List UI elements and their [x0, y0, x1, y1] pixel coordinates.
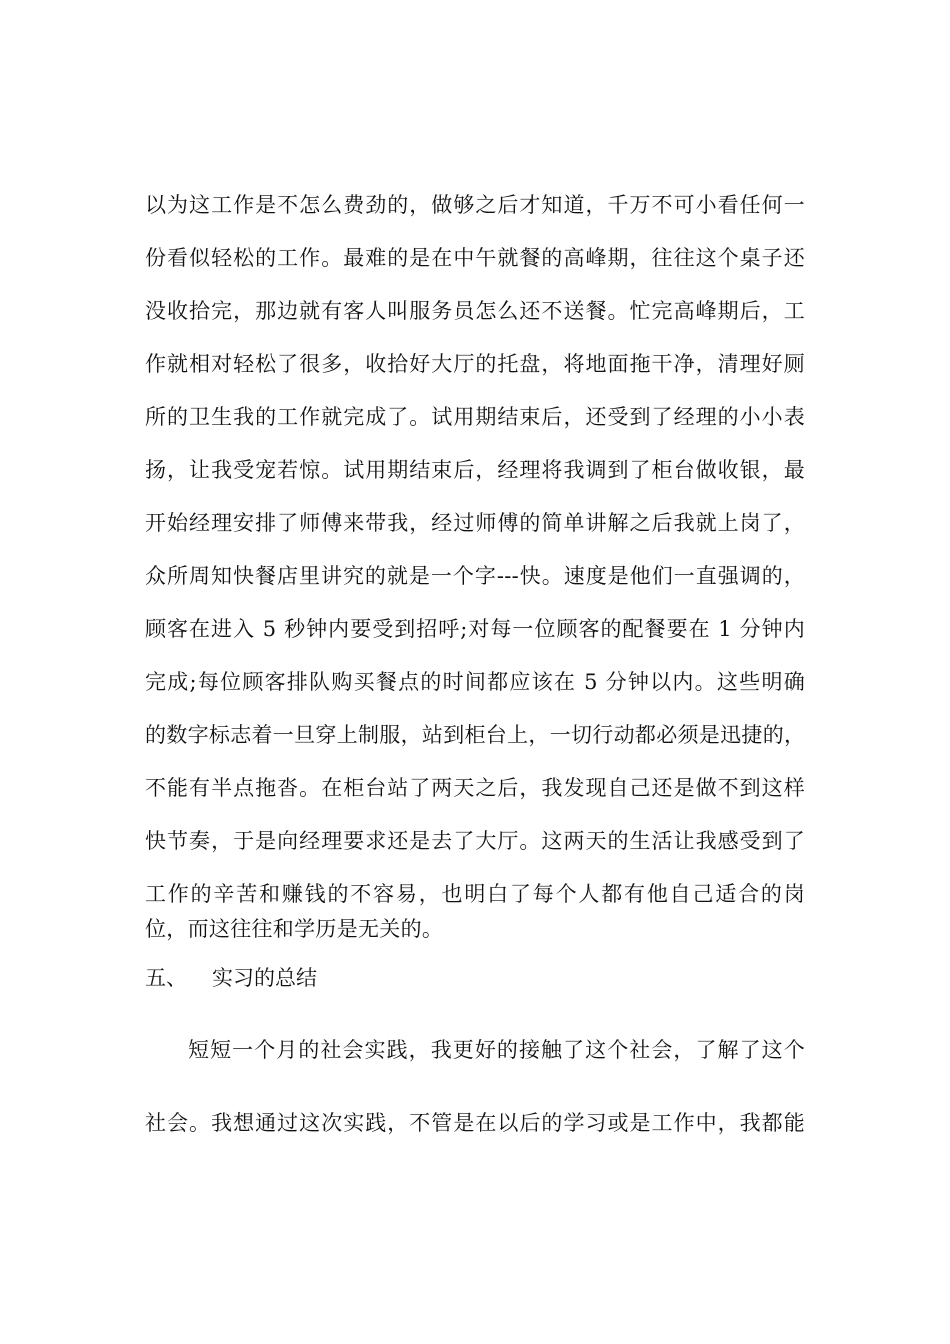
paragraph-line: 以为这工作是不怎么费劲的，做够之后才知道，千万不可小看任何一	[145, 193, 805, 217]
paragraph-line: 完成;每位顾客排队购买餐点的时间都应该在 5 分钟以内。这些明确	[145, 670, 805, 694]
paragraph-line: 没收拾完，那边就有客人叫服务员怎么还不送餐。忙完高峰期后，工	[145, 299, 805, 323]
paragraph-line: 位，而这往往和学历是无关的。	[145, 917, 444, 941]
paragraph-line: 顾客在进入 5 秒钟内要受到招呼;对每一位顾客的配餐要在 1 分钟内	[145, 617, 805, 641]
section-number: 五、	[145, 966, 187, 990]
paragraph-line: 的数字标志着一旦穿上制服，站到柜台上，一切行动都必须是迅捷的，	[145, 723, 806, 747]
paragraph-line: 快节奏，于是向经理要求还是去了大厅。这两天的生活让我感受到了	[145, 829, 805, 853]
paragraph-line: 开始经理安排了师傅来带我，经过师傅的简单讲解之后我就上岗了，	[145, 511, 805, 535]
paragraph-line: 所的卫生我的工作就完成了。试用期结束后，还受到了经理的小小表	[145, 405, 805, 429]
paragraph-line: 社会。我想通过这次实践，不管是在以后的学习或是工作中，我都能	[145, 1111, 805, 1135]
section-title: 实习的总结	[212, 966, 317, 990]
paragraph-line: 众所周知快餐店里讲究的就是一个字---快。速度是他们一直强调的，	[145, 564, 805, 588]
paragraph-line: 份看似轻松的工作。最难的是在中午就餐的高峰期，往往这个桌子还	[145, 246, 805, 270]
paragraph-line: 不能有半点拖沓。在柜台站了两天之后，我发现自己还是做不到这样	[145, 776, 805, 800]
paragraph-line: 短短一个月的社会实践，我更好的接触了这个社会，了解了这个	[188, 1038, 805, 1062]
paragraph-line: 扬，让我受宠若惊。试用期结束后，经理将我调到了柜台做收银，最	[145, 458, 805, 482]
paragraph-line: 作就相对轻松了很多，收拾好大厅的托盘，将地面拖干净，清理好厕	[145, 352, 805, 376]
paragraph-line: 工作的辛苦和赚钱的不容易，也明白了每个人都有他自己适合的岗	[145, 882, 805, 906]
